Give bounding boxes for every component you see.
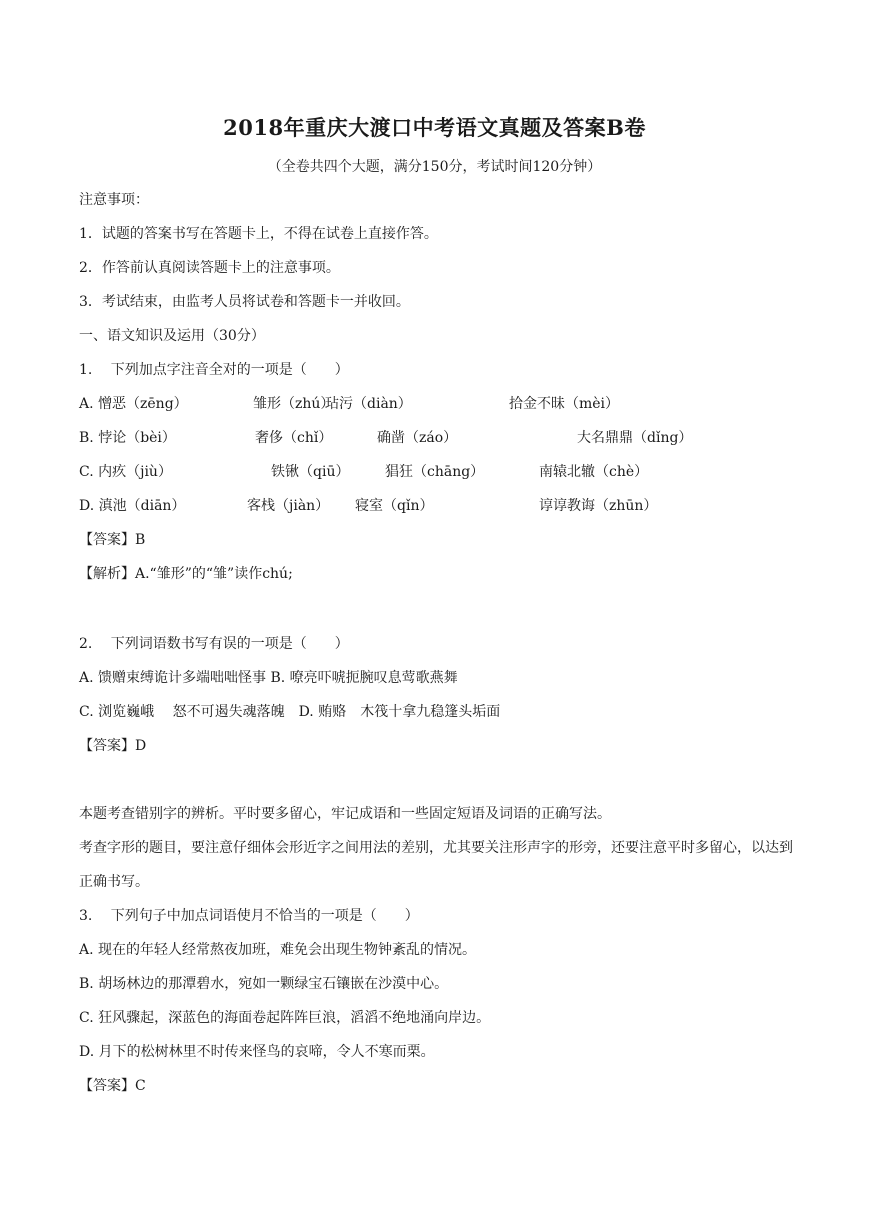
notice-item: 3．考试结束，由监考人员将试卷和答题卡一并收回。 [79,294,410,310]
notice-heading: 注意事项： [79,192,149,208]
question-3-option-d: D. 月下的松树林里不时传来怪鸟的哀啼，令人不寒而栗。 [79,1044,435,1060]
option-item: 玷污（diàn） [325,396,412,412]
option-item: 谆谆教诲（zhūn） [539,498,658,514]
question-2-explanation: 本题考查错别字的辨析。平时要多留心，牢记成语和一些固定短语及词语的正确写法。 [79,806,611,822]
question-3-answer: 【答案】C [79,1078,146,1094]
section-heading: 一、语文知识及运用（30分） [79,328,265,344]
question-3-option-c: C. 狂风骤起，深蓝色的海面卷起阵阵巨浪，滔滔不绝地涌向岸边。 [79,1010,491,1026]
question-1-option-b [79,428,799,448]
question-1-answer: 【答案】B [79,532,146,548]
notice-item: 2．作答前认真阅读答题卡上的注意事项。 [79,260,340,276]
doc-subtitle: （全卷共四个大题，满分150分，考试时间120分钟） [267,159,602,175]
option-item: 寝室（qǐn） [355,498,434,514]
option-item: 拾金不昧（mèi） [509,396,620,412]
option-item: 大名鼎鼎（dǐng） [577,430,693,446]
question-3-option-a: A. 现在的年轻人经常熬夜加班，难免会出现生物钟紊乱的情况。 [79,942,477,958]
notice-item: 1．试题的答案书写在答题卡上，不得在试卷上直接作答。 [79,226,438,242]
option-item: D. 滇池（diān） [79,498,186,514]
question-1-option-c [79,462,799,482]
option-item: 雏形（zhú） [253,396,335,412]
option-item: 奢侈（chǐ） [255,430,333,446]
question-2-explanation: 考查字形的题目，要注意仔细体会形近字之间用法的差别，尤其要关注形声字的形旁，还要注意平时多留心，以达到正确书写。 [79,840,793,890]
question-1-option-d [79,496,799,516]
question-3-stem: 3. 下列句子中加点词语使月不恰当的一项是（ ） [79,908,419,924]
option-item: 铁锹（qiū） [271,464,350,480]
option-item: C. 内疚（jiù） [79,464,172,480]
option-item: 确凿（záo） [377,430,458,446]
option-item: B. 悖论（bèi） [79,430,176,446]
doc-title: 2018年重庆大渡口中考语文真题及答案B卷 [223,115,646,140]
question-2-answer: 【答案】D [79,738,147,754]
question-1-option-a [79,394,799,414]
question-2-options-cd: C. 浏览巍峨 怒不可遏失魂落魄 D. 贿赂 木筏十拿九稳篷头垢面 [79,704,501,720]
option-item: 客栈（jiàn） [247,498,330,514]
question-1-stem: 1. 下列加点字注音全对的一项是（ ） [79,362,349,378]
option-item: A. 憎恶（zēng） [79,396,188,412]
question-2-stem: 2. 下列词语数书写有误的一项是（ ） [79,636,349,652]
question-2-options-ab: A. 馈赠束缚诡计多端咄咄怪事 B. 嘹亮吓唬扼腕叹息莺歌燕舞 [79,670,458,686]
option-item: 南辕北辙（chè） [539,464,649,480]
question-3-option-b: B. 胡场林边的那潭碧水，宛如一颗绿宝石镶嵌在沙漠中心。 [79,976,449,992]
option-item: 猖狂（chāng） [385,464,485,480]
question-1-analysis: 【解析】A.“雏形”的“雏”读作chú; [79,566,293,582]
